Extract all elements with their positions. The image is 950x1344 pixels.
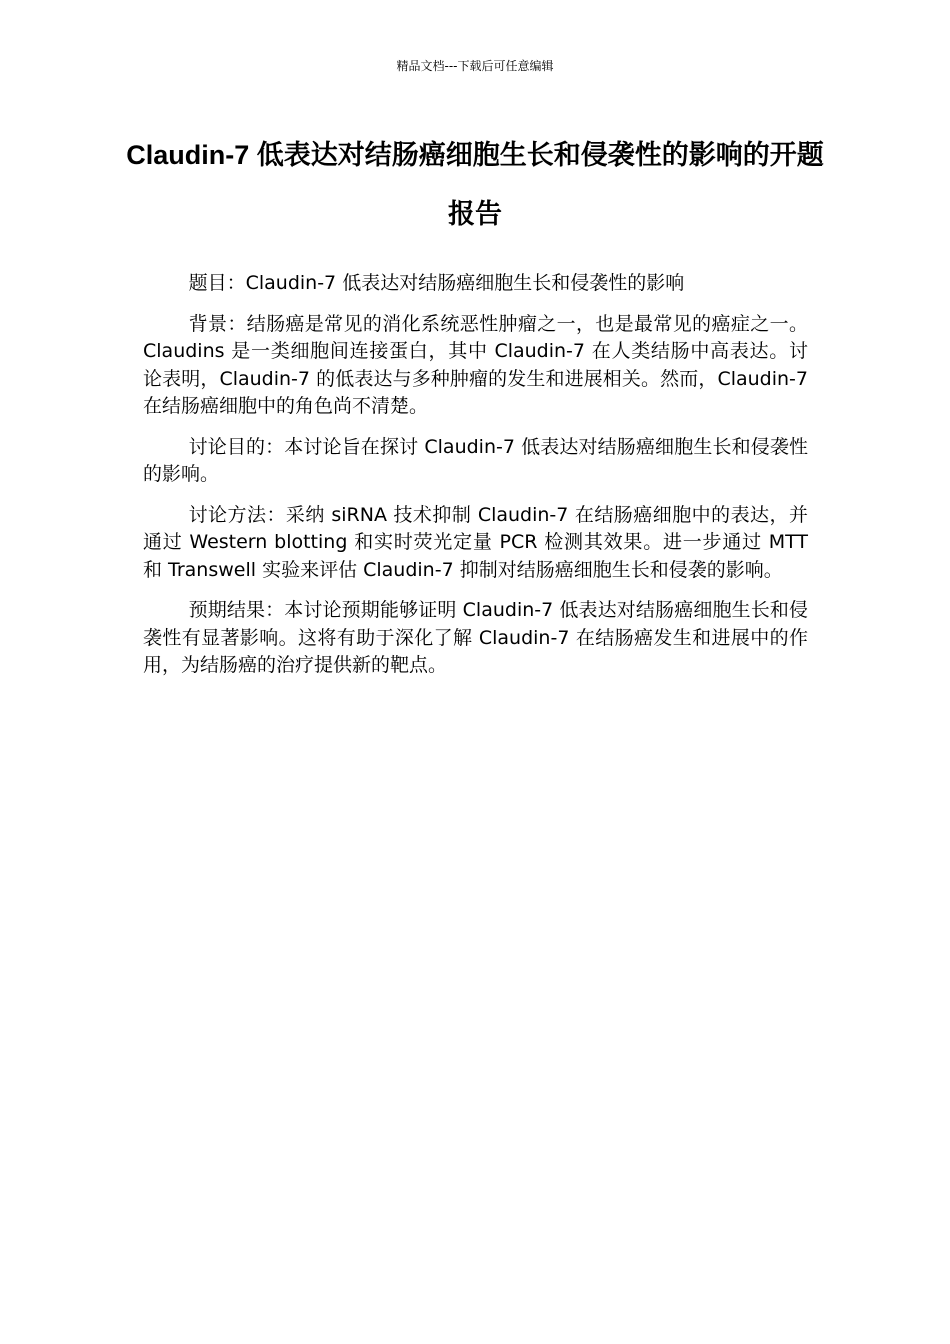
paragraph-background: 背景：结肠癌是常见的消化系统恶性肿瘤之一，也是最常见的癌症之一。Claudins 是一类细胞间连接蛋白，其中 Claudin-7 在人类结肠中高表达。讨论表明，Claudin-7 的低表达与多种肿瘤的发生和进展相关。然而，Claudin-7 在结肠癌细胞中的角色尚不清楚。 — [143, 312, 808, 417]
header-note: 精品文档---下载后可任意编辑 — [396, 59, 554, 73]
document-body — [143, 270, 808, 693]
paragraph-expected-results: 预期结果：本讨论预期能够证明 Claudin-7 低表达对结肠癌细胞生长和侵袭性有显著影响。这将有助于深化了解 Claudin-7 在结肠癌发生和进展中的作用，为结肠癌的治疗提供新的靶点。 — [143, 599, 808, 676]
document-title: Claudin-7 低表达对结肠癌细胞生长和侵袭性的影响的开题报告 — [126, 140, 824, 229]
paragraph-methods: 讨论方法：采纳 siRNA 技术抑制 Claudin-7 在结肠癌细胞中的表达，并通过 Western blotting 和实时荧光定量 PCR 检测其效果。进一步通过 MTT 和 Transwell 实验来评估 Claudin-7 抑制对结肠癌细胞生长和侵袭的影响。 — [143, 503, 808, 581]
paragraph-objective: 讨论目的：本讨论旨在探讨 Claudin-7 低表达对结肠癌细胞生长和侵袭性的影响。 — [143, 435, 808, 485]
paragraph-topic: 题目：Claudin-7 低表达对结肠癌细胞生长和侵袭性的影响 — [188, 272, 685, 294]
